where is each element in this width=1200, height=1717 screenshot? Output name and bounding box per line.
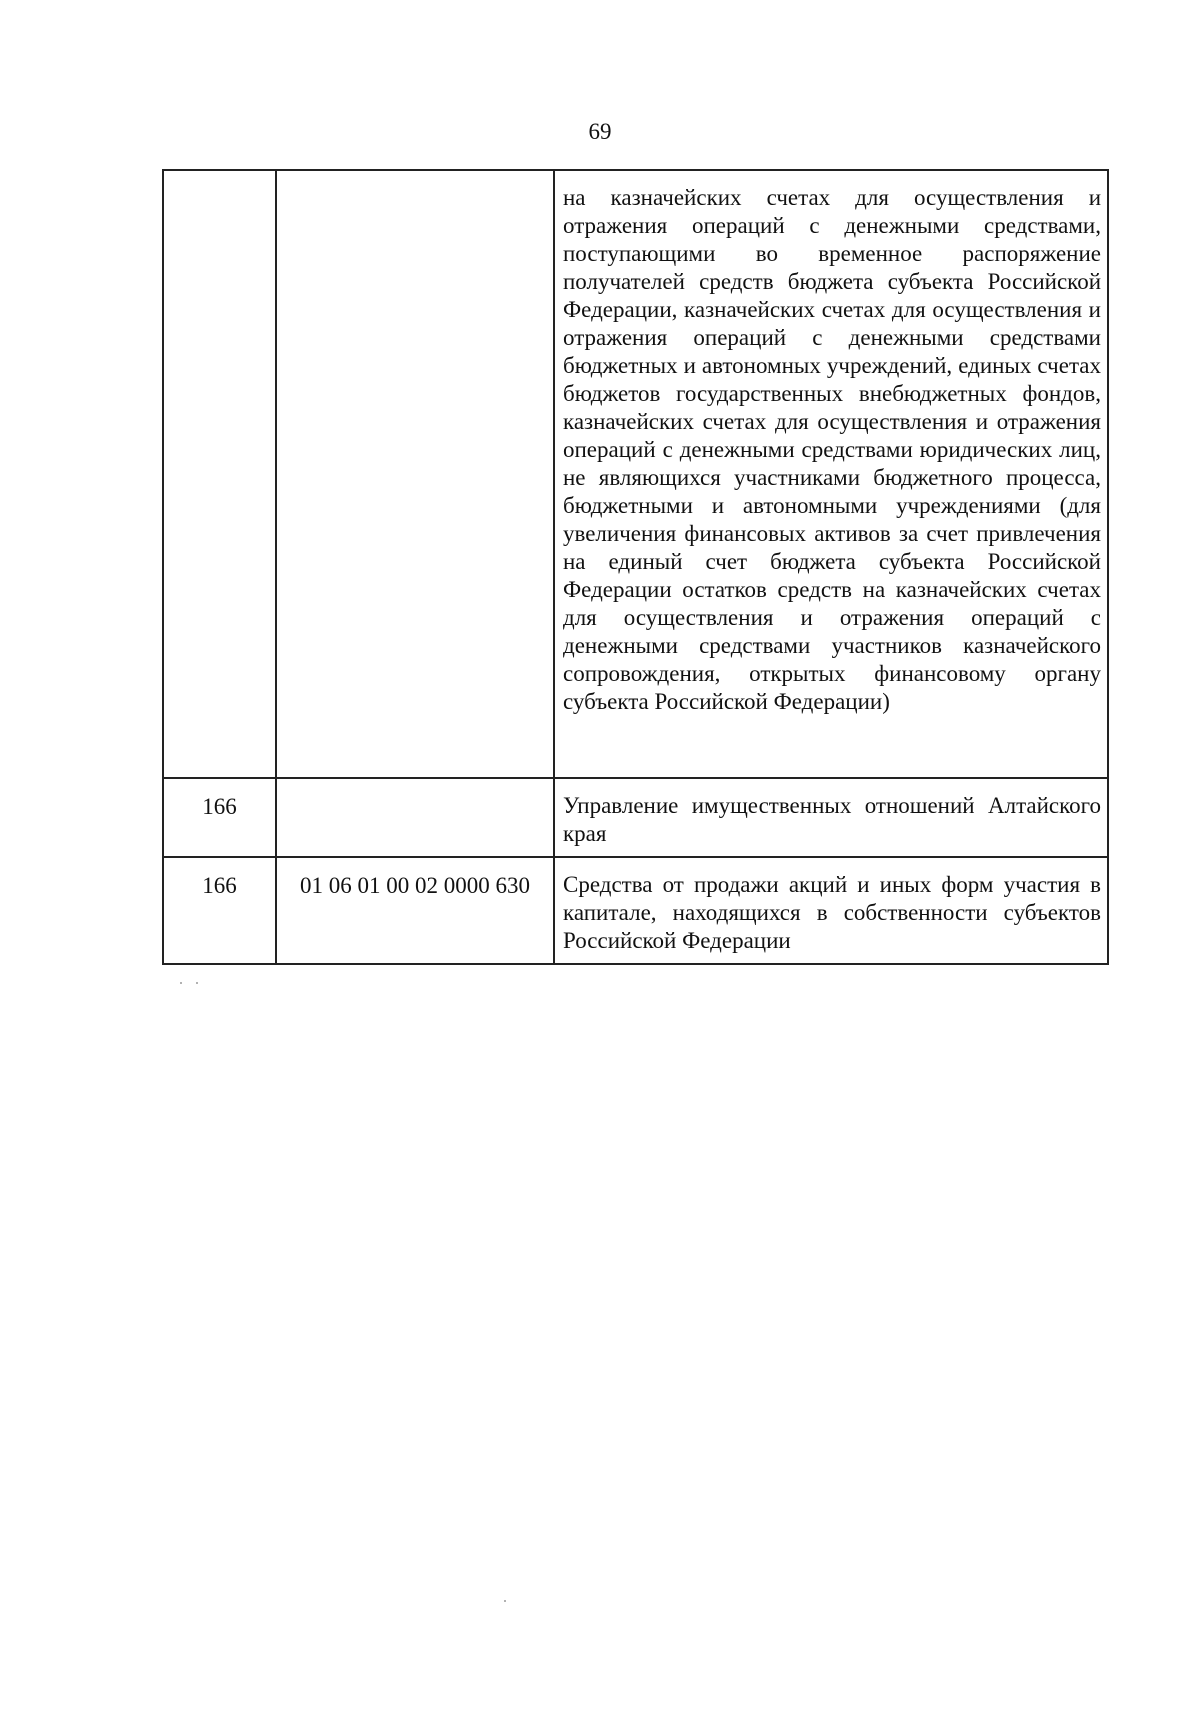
page-number: 69 [588,119,612,144]
table-row [163,778,1108,857]
admin-code-cell [163,170,276,778]
source-code-cell [276,170,554,778]
source-code-cell: 01 06 01 00 02 0000 630 [276,857,554,964]
source-name-cell: Управление имущественных отношений Алтайского края [554,778,1108,857]
scan-speck [180,982,182,984]
budget-sources-table [162,169,1109,965]
scan-speck [196,982,198,984]
source-name-cell: на казначейских счетах для осуществления и отражения операций с денежными средствами, поступающими во временное распоряжение получателей средств бюджета субъекта Российской Федерации, казначейских счетах для осуществления и отражения операций с денежными средствами бюджетных и автономных учреждений, единых счетах бюджетов государственных внебюджетных фондов, казначейских счетах для осуществления и отражения операций с денежными средствами юридических лиц, не являющихся участниками бюджетного процесса, бюджетными и автономными учреждениями (для увеличения финансовых активов за счет привлечения на единый счет бюджета субъекта Российской Федерации остатков средств на казначейских счетах для осуществления и отражения операций с денежными средствами участников казначейского сопровождения, открытых финансовому органу субъекта Российской Федерации) [554,170,1108,778]
scan-speck [504,1600,506,1602]
source-name-cell: Средства от продажи акций и иных форм участия в капитале, находящихся в собственности субъектов Российской Федерации [554,857,1108,964]
admin-code-cell: 166 [163,857,276,964]
source-code-cell [276,778,554,857]
table-row [163,857,1108,964]
admin-code-cell: 166 [163,778,276,857]
table-row [163,170,1108,778]
